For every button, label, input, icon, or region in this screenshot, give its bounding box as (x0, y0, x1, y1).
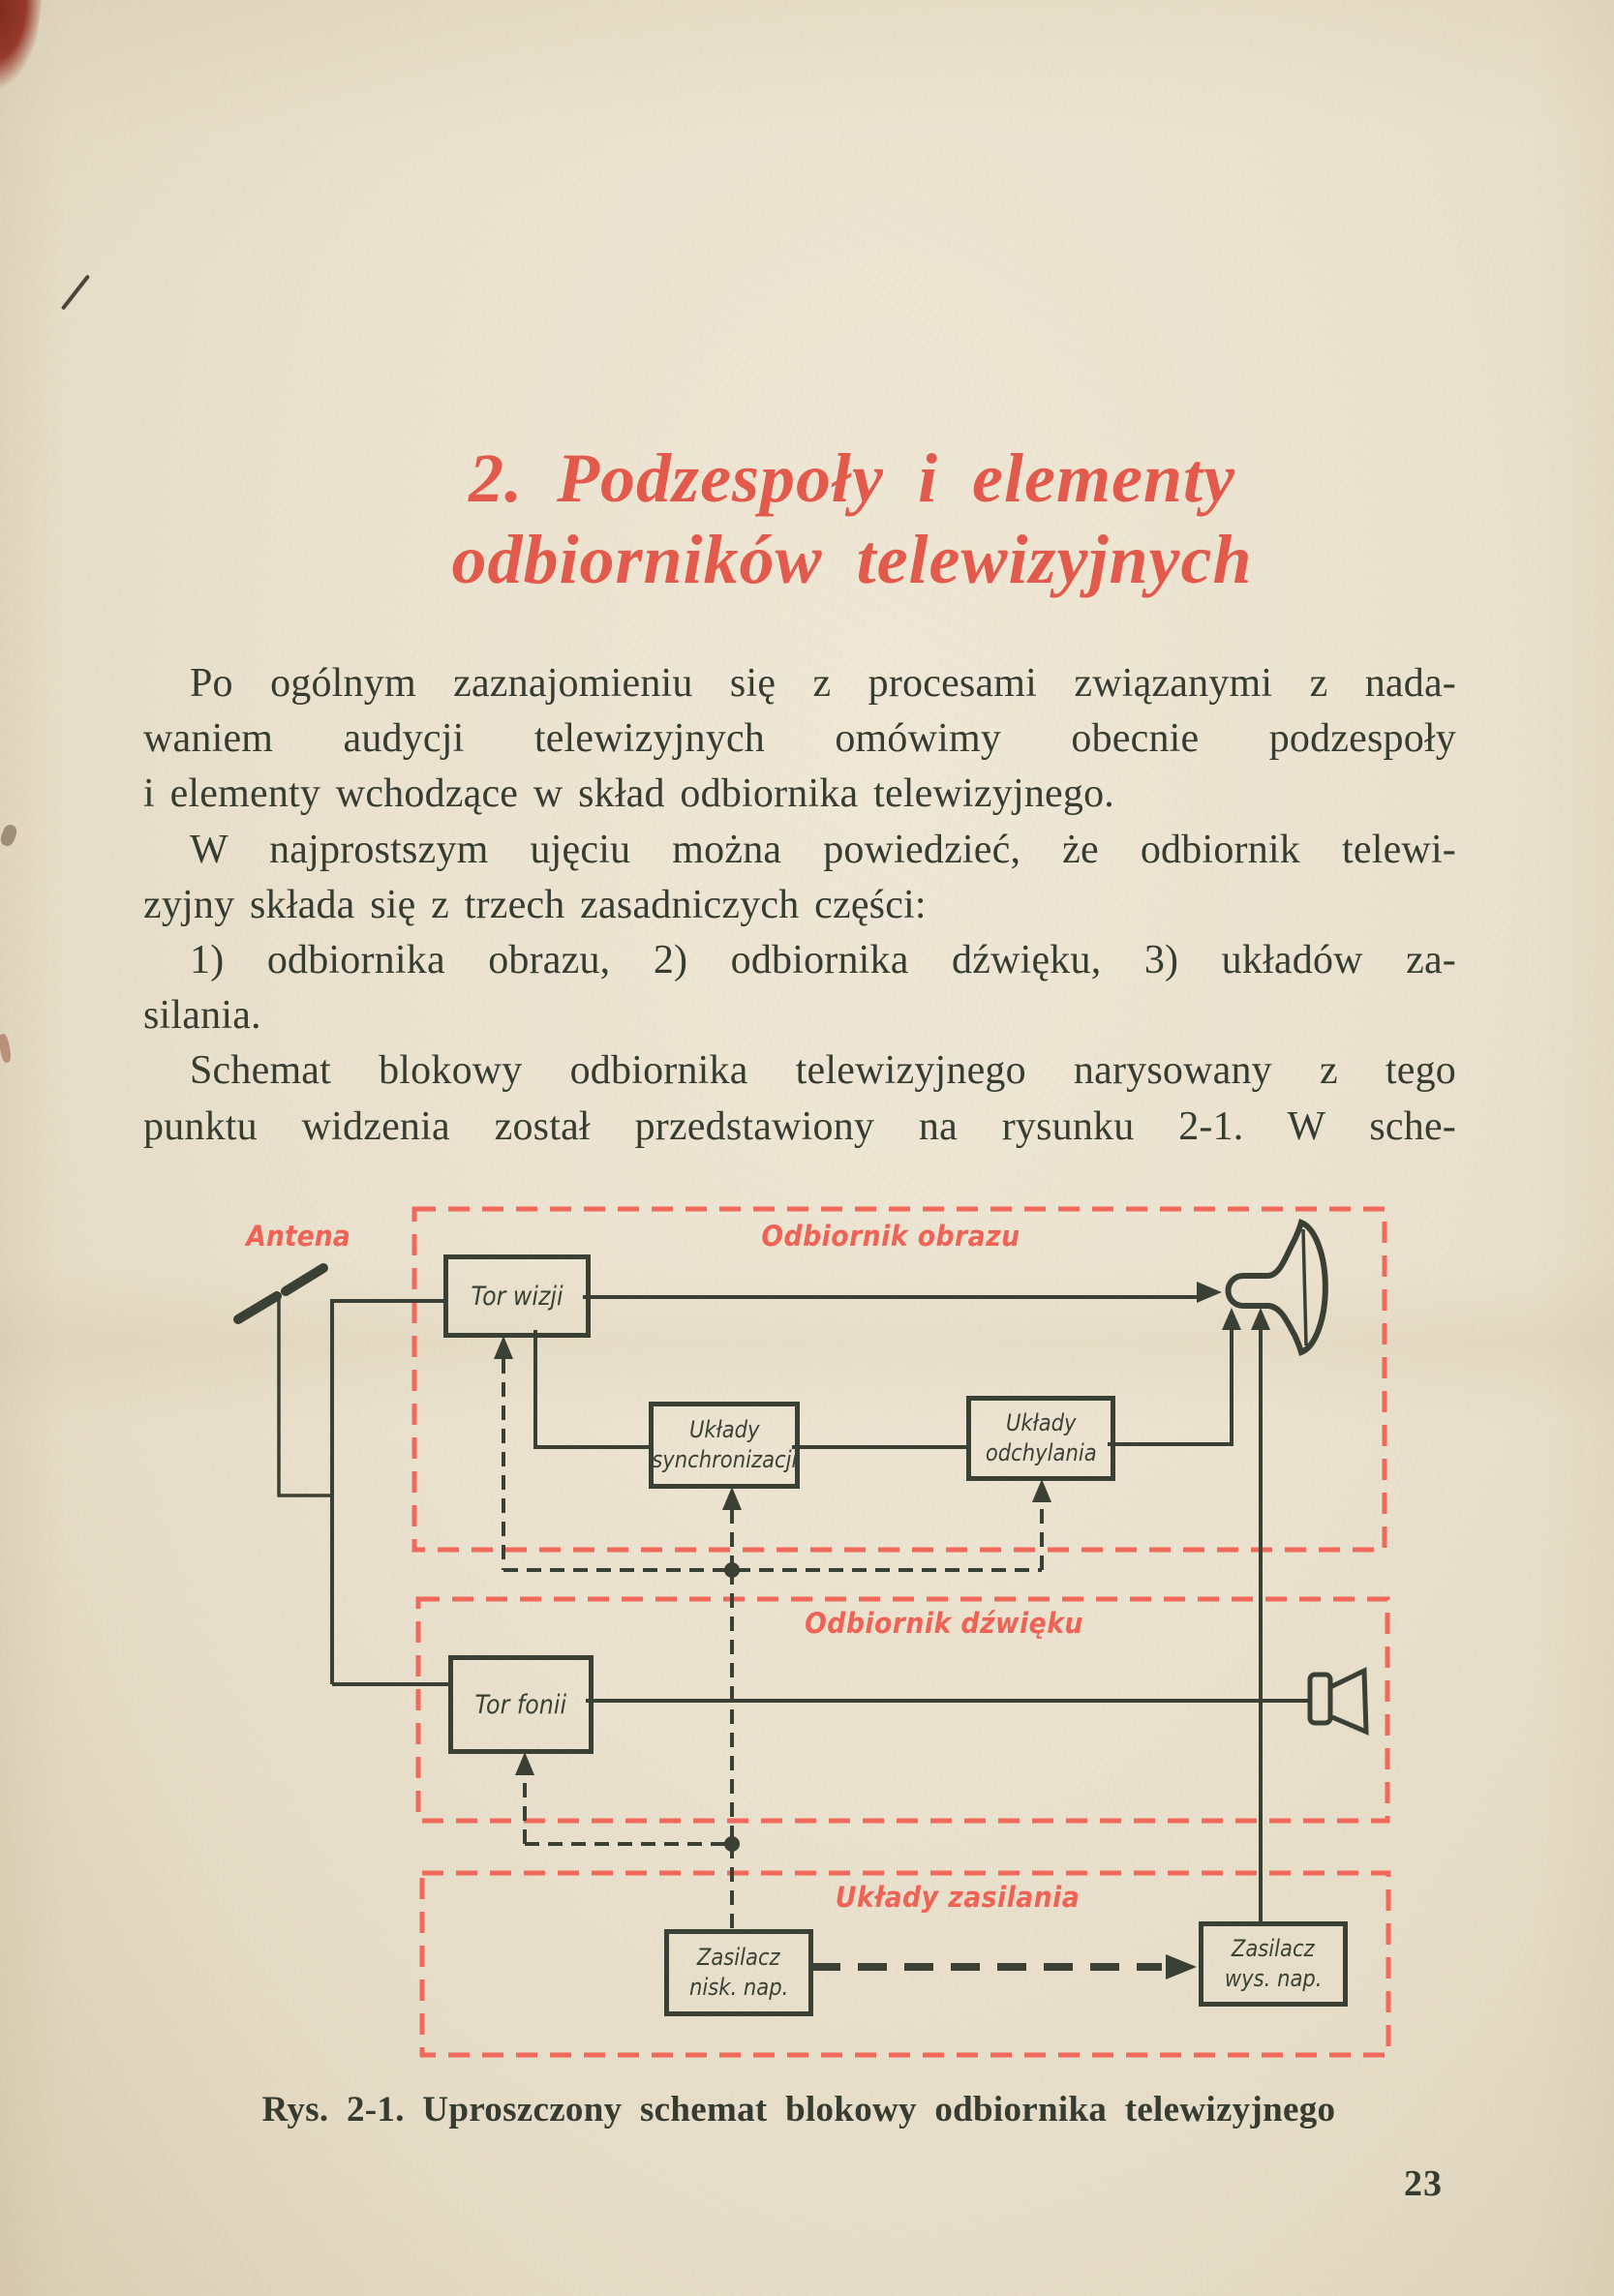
block-label: synchronizacji (651, 1446, 798, 1473)
group-label-odbiornik-obrazu: Odbiornik obrazu (761, 1220, 1020, 1253)
block-zasilacz-nisk-nap (664, 1929, 813, 2016)
block-label: wys. nap. (1224, 1965, 1323, 1992)
block-label: Tor fonii (474, 1689, 567, 1720)
group-label-odbiornik-dzwieku: Odbiornik dźwięku (805, 1607, 1083, 1640)
block-label: Tor wizji (471, 1281, 563, 1312)
block-label: Zasilacz (1232, 1935, 1315, 1962)
body-text-line: 1) odbiornika obrazu, 2) odbiornika dźwięku, 3) układów za- (190, 937, 1456, 982)
block-label: Zasilacz (697, 1944, 780, 1971)
figure-caption: Rys. 2-1. Uproszczony schemat blokowy odbiornika telewizyjnego (261, 2090, 1336, 2130)
block-zasilacz-wys-nap (1199, 1921, 1348, 2007)
block-uklady-synchronizacji (649, 1402, 800, 1489)
speaker-icon (1310, 1671, 1366, 1732)
body-text-line: zyjny składa się z trzech zasadniczych części: (143, 882, 927, 927)
page-number: 23 (1404, 2163, 1443, 2204)
block-tor-fonii (448, 1655, 594, 1754)
body-text-line: silania. (143, 993, 261, 1039)
block-label: nisk. nap. (688, 1974, 789, 2001)
block-label: odchylania (985, 1439, 1097, 1466)
body-text-line: i elementy wchodzące w skład odbiornika telewizyjnego. (143, 771, 1114, 817)
body-text-line: waniem audycji telewizyjnych omówimy obecnie podzespoły (143, 716, 1456, 762)
chapter-title-line2: odbiorników telewizyjnych (451, 521, 1253, 598)
group-label-uklady-zasilania: Układy zasilania (835, 1881, 1081, 1914)
body-text-line: Schemat blokowy odbiornika telewizyjnego narysowany z tego (190, 1048, 1456, 1094)
block-label: Układy (688, 1416, 760, 1443)
body-text-line: W najprostszym ujęciu można powiedzieć, że odbiornik telewi- (190, 827, 1456, 872)
body-text-line: Po ogólnym zaznajomieniu się z procesami związanymi z nada- (190, 661, 1456, 706)
block-uklady-odchylania (966, 1396, 1115, 1481)
hv-feed-wire (811, 1954, 1197, 1979)
crt-icon (1229, 1223, 1325, 1352)
body-text-line: punktu widzenia został przedstawiony na rysunku 2-1. W sche- (143, 1103, 1456, 1149)
block-label: Układy (1005, 1409, 1077, 1436)
antenna-label: Antena (246, 1220, 350, 1253)
antenna-icon (238, 1268, 332, 1495)
chapter-title-line1: 2. Podzespoły i elementy (469, 439, 1235, 517)
block-tor-wizji (443, 1254, 591, 1338)
